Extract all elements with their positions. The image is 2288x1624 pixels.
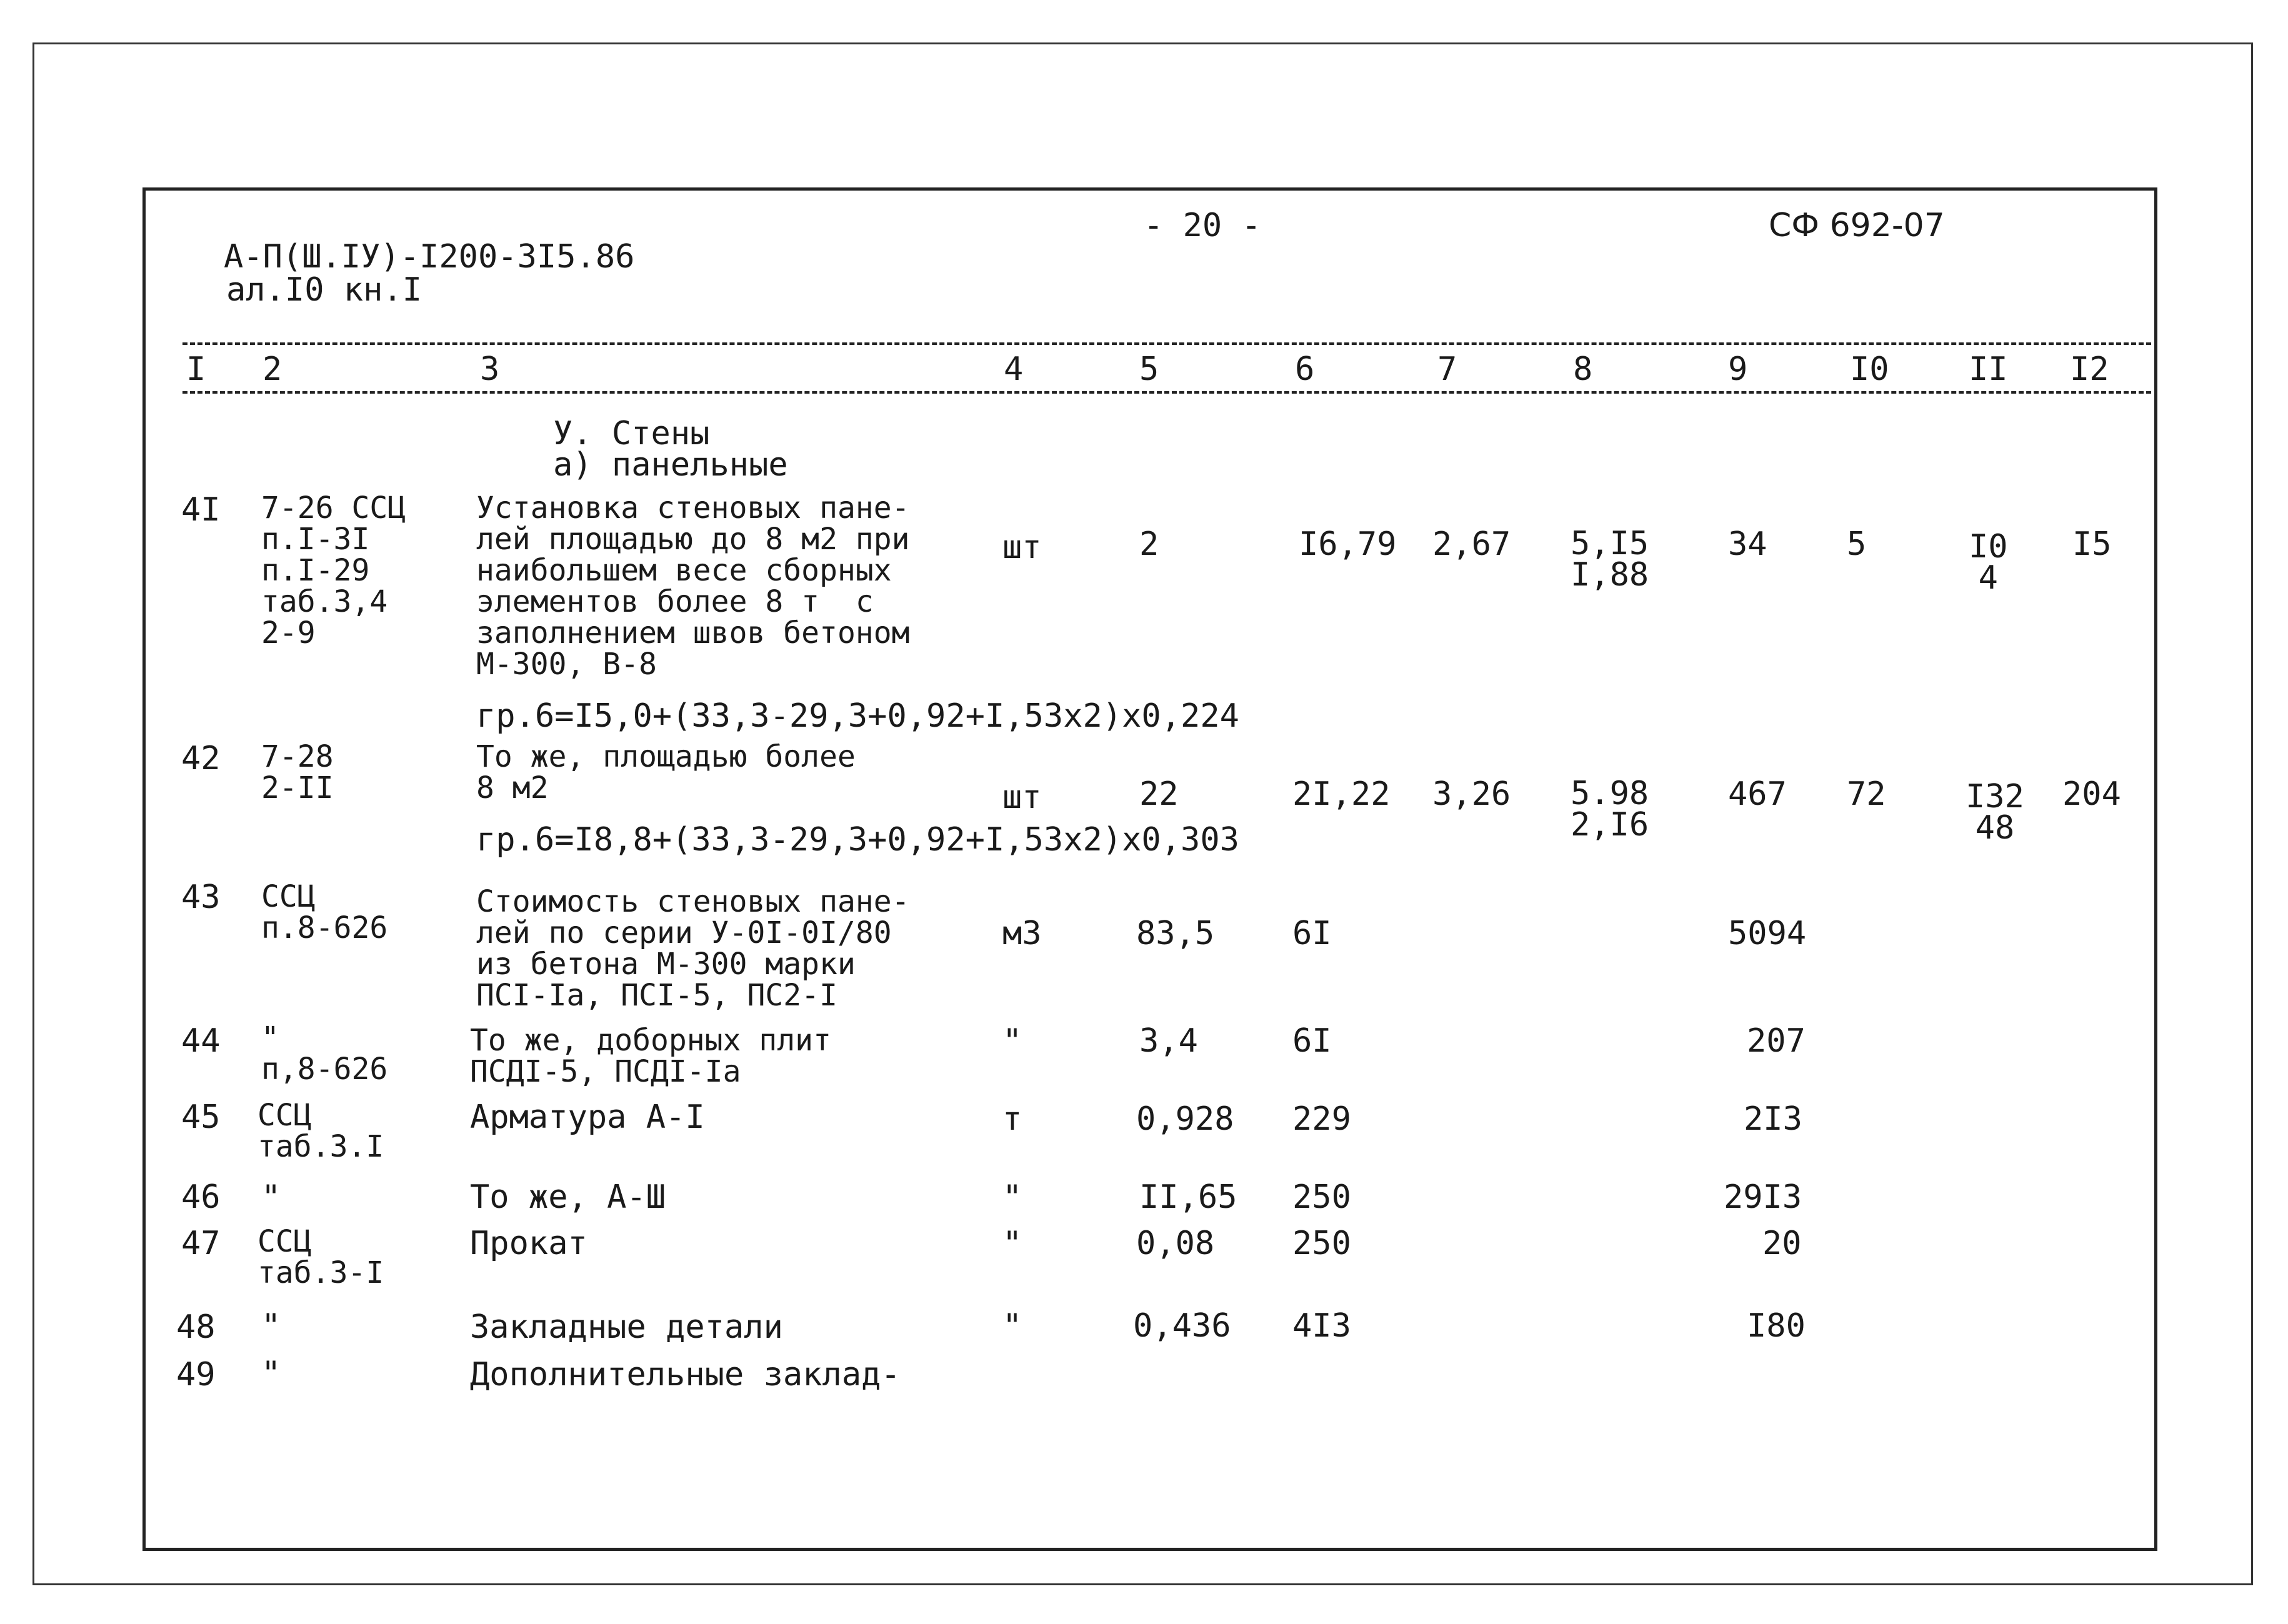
row-47-unit: " xyxy=(1002,1225,1022,1262)
row-41-code: 7-26 ССЦ п.I-3I п.I-29 таб.3,4 2-9 xyxy=(261,491,406,650)
header-rule-top xyxy=(182,342,2151,345)
row-41-qty: 2 xyxy=(1139,526,1159,563)
row-42-col11: I32 48 xyxy=(1966,778,2024,847)
row-46-qty: II,65 xyxy=(1139,1178,1237,1216)
section-subtitle: а) панельные xyxy=(553,446,788,484)
row-49-desc: Дополнительные заклад- xyxy=(470,1356,901,1393)
row-41-unit: шт xyxy=(1002,529,1042,566)
row-44-col9: 207 xyxy=(1747,1022,1806,1060)
row-46-code: " xyxy=(261,1178,281,1216)
col-header-4: 4 xyxy=(1004,351,1024,388)
row-49-code: " xyxy=(261,1355,281,1392)
row-47-code: ССЦ таб.3-I xyxy=(257,1224,384,1290)
row-45-desc: Арматура А-I xyxy=(470,1098,705,1136)
col-header-12: I2 xyxy=(2070,351,2109,388)
col-header-1: I xyxy=(186,351,206,388)
row-48-qty: 0,436 xyxy=(1133,1307,1231,1345)
row-45-num: 45 xyxy=(181,1098,221,1136)
row-41-desc: Установка стеновых пане- лей площадью до 8 м2 при наибольшем весе сборных элементов более 8 т с заполнением швов бетоном М-300, В-8 xyxy=(476,491,910,682)
row-47-qty: 0,08 xyxy=(1136,1225,1215,1262)
row-45-price: 229 xyxy=(1292,1100,1351,1138)
row-42-col7: 3,26 xyxy=(1432,775,1511,813)
row-46-num: 46 xyxy=(181,1178,221,1216)
row-41-col12: I5 xyxy=(2072,526,2112,563)
row-43-unit: м3 xyxy=(1002,915,1042,952)
row-46-unit: " xyxy=(1002,1178,1022,1216)
row-43-col9: 5094 xyxy=(1728,915,1807,952)
col-header-6: 6 xyxy=(1295,351,1315,388)
col-header-5: 5 xyxy=(1139,351,1159,388)
row-42-unit: шт xyxy=(1002,779,1042,816)
row-41-col7: 2,67 xyxy=(1432,526,1511,563)
row-41-num: 4I xyxy=(181,491,221,529)
row-41-formula: гр.6=I5,0+(33,3-29,3+0,92+I,53х2)х0,224 xyxy=(476,697,1239,735)
col-header-10: I0 xyxy=(1850,351,1889,388)
row-42-col10: 72 xyxy=(1847,775,1886,813)
row-41-col9: 34 xyxy=(1728,526,1767,563)
row-41-col11: I0 4 xyxy=(1969,528,2008,597)
row-42-col8: 5.98 2,I6 xyxy=(1571,775,1649,844)
row-43-code: ССЦ п.8-626 xyxy=(261,879,388,945)
row-43-num: 43 xyxy=(181,879,221,916)
row-47-col9: 20 xyxy=(1762,1225,1802,1262)
row-48-price: 4I3 xyxy=(1292,1307,1351,1345)
row-45-qty: 0,928 xyxy=(1136,1100,1234,1138)
row-46-desc: То же, А-Ш xyxy=(470,1178,666,1216)
row-41-col8: 5,I5 I,88 xyxy=(1571,525,1649,594)
row-45-unit: т xyxy=(1002,1100,1022,1138)
row-43-price: 6I xyxy=(1292,915,1332,952)
row-48-code: " xyxy=(261,1307,281,1345)
row-42-col12: 204 xyxy=(2062,775,2121,813)
row-42-qty: 22 xyxy=(1139,775,1179,813)
header-rule-bottom xyxy=(182,391,2151,394)
row-47-num: 47 xyxy=(181,1225,221,1262)
row-46-price: 250 xyxy=(1292,1178,1351,1216)
row-44-desc: То же, доборных плит ПСДI-5, ПСДI-Iа xyxy=(470,1023,831,1089)
album-ref: ал.I0 кн.I xyxy=(226,271,422,309)
row-42-code: 7-28 2-II xyxy=(261,739,334,805)
row-44-qty: 3,4 xyxy=(1139,1022,1198,1060)
row-41-col10: 5 xyxy=(1847,526,1867,563)
col-header-3: 3 xyxy=(480,351,500,388)
row-44-price: 6I xyxy=(1292,1022,1332,1060)
col-header-11: II xyxy=(1969,351,2008,388)
row-43-desc: Стоимость стеновых пане- лей по серии У-0I-0I/80 из бетона М-300 марки ПСI-Iа, ПСI-5, ПС2-I xyxy=(476,884,910,1013)
row-42-price: 2I,22 xyxy=(1292,775,1391,813)
col-header-9: 9 xyxy=(1728,351,1748,388)
row-48-desc: Закладные детали xyxy=(470,1308,783,1346)
row-47-desc: Прокат xyxy=(470,1225,587,1262)
row-41-price: I6,79 xyxy=(1299,526,1397,563)
stamp-code: СФ 692-07 xyxy=(1769,207,1945,244)
section-title: У. Стены xyxy=(553,415,710,452)
page-number: - 20 - xyxy=(1144,207,1261,244)
col-header-8: 8 xyxy=(1573,351,1593,388)
col-header-2: 2 xyxy=(262,351,282,388)
row-43-qty: 83,5 xyxy=(1136,915,1215,952)
row-48-col9: I80 xyxy=(1747,1307,1806,1345)
row-44-num: 44 xyxy=(181,1022,221,1060)
row-44-code: " п,8-626 xyxy=(261,1020,388,1087)
row-42-col9: 467 xyxy=(1728,775,1787,813)
row-46-col9: 29I3 xyxy=(1724,1178,1802,1216)
row-47-price: 250 xyxy=(1292,1225,1351,1262)
row-49-num: 49 xyxy=(176,1356,216,1393)
row-42-formula: гр.6=I8,8+(33,3-29,3+0,92+I,53х2)х0,303 xyxy=(476,821,1239,859)
col-header-7: 7 xyxy=(1437,351,1457,388)
row-45-col9: 2I3 xyxy=(1744,1100,1802,1138)
row-48-num: 48 xyxy=(176,1308,216,1346)
doc-code: А-П(Ш.IУ)-I200-3I5.86 xyxy=(224,238,635,276)
row-42-num: 42 xyxy=(181,740,221,777)
row-48-unit: " xyxy=(1002,1307,1022,1345)
row-42-desc: То же, площадью более 8 м2 xyxy=(476,739,856,805)
row-44-unit: " xyxy=(1002,1022,1022,1060)
row-45-code: ССЦ таб.3.I xyxy=(257,1098,384,1164)
